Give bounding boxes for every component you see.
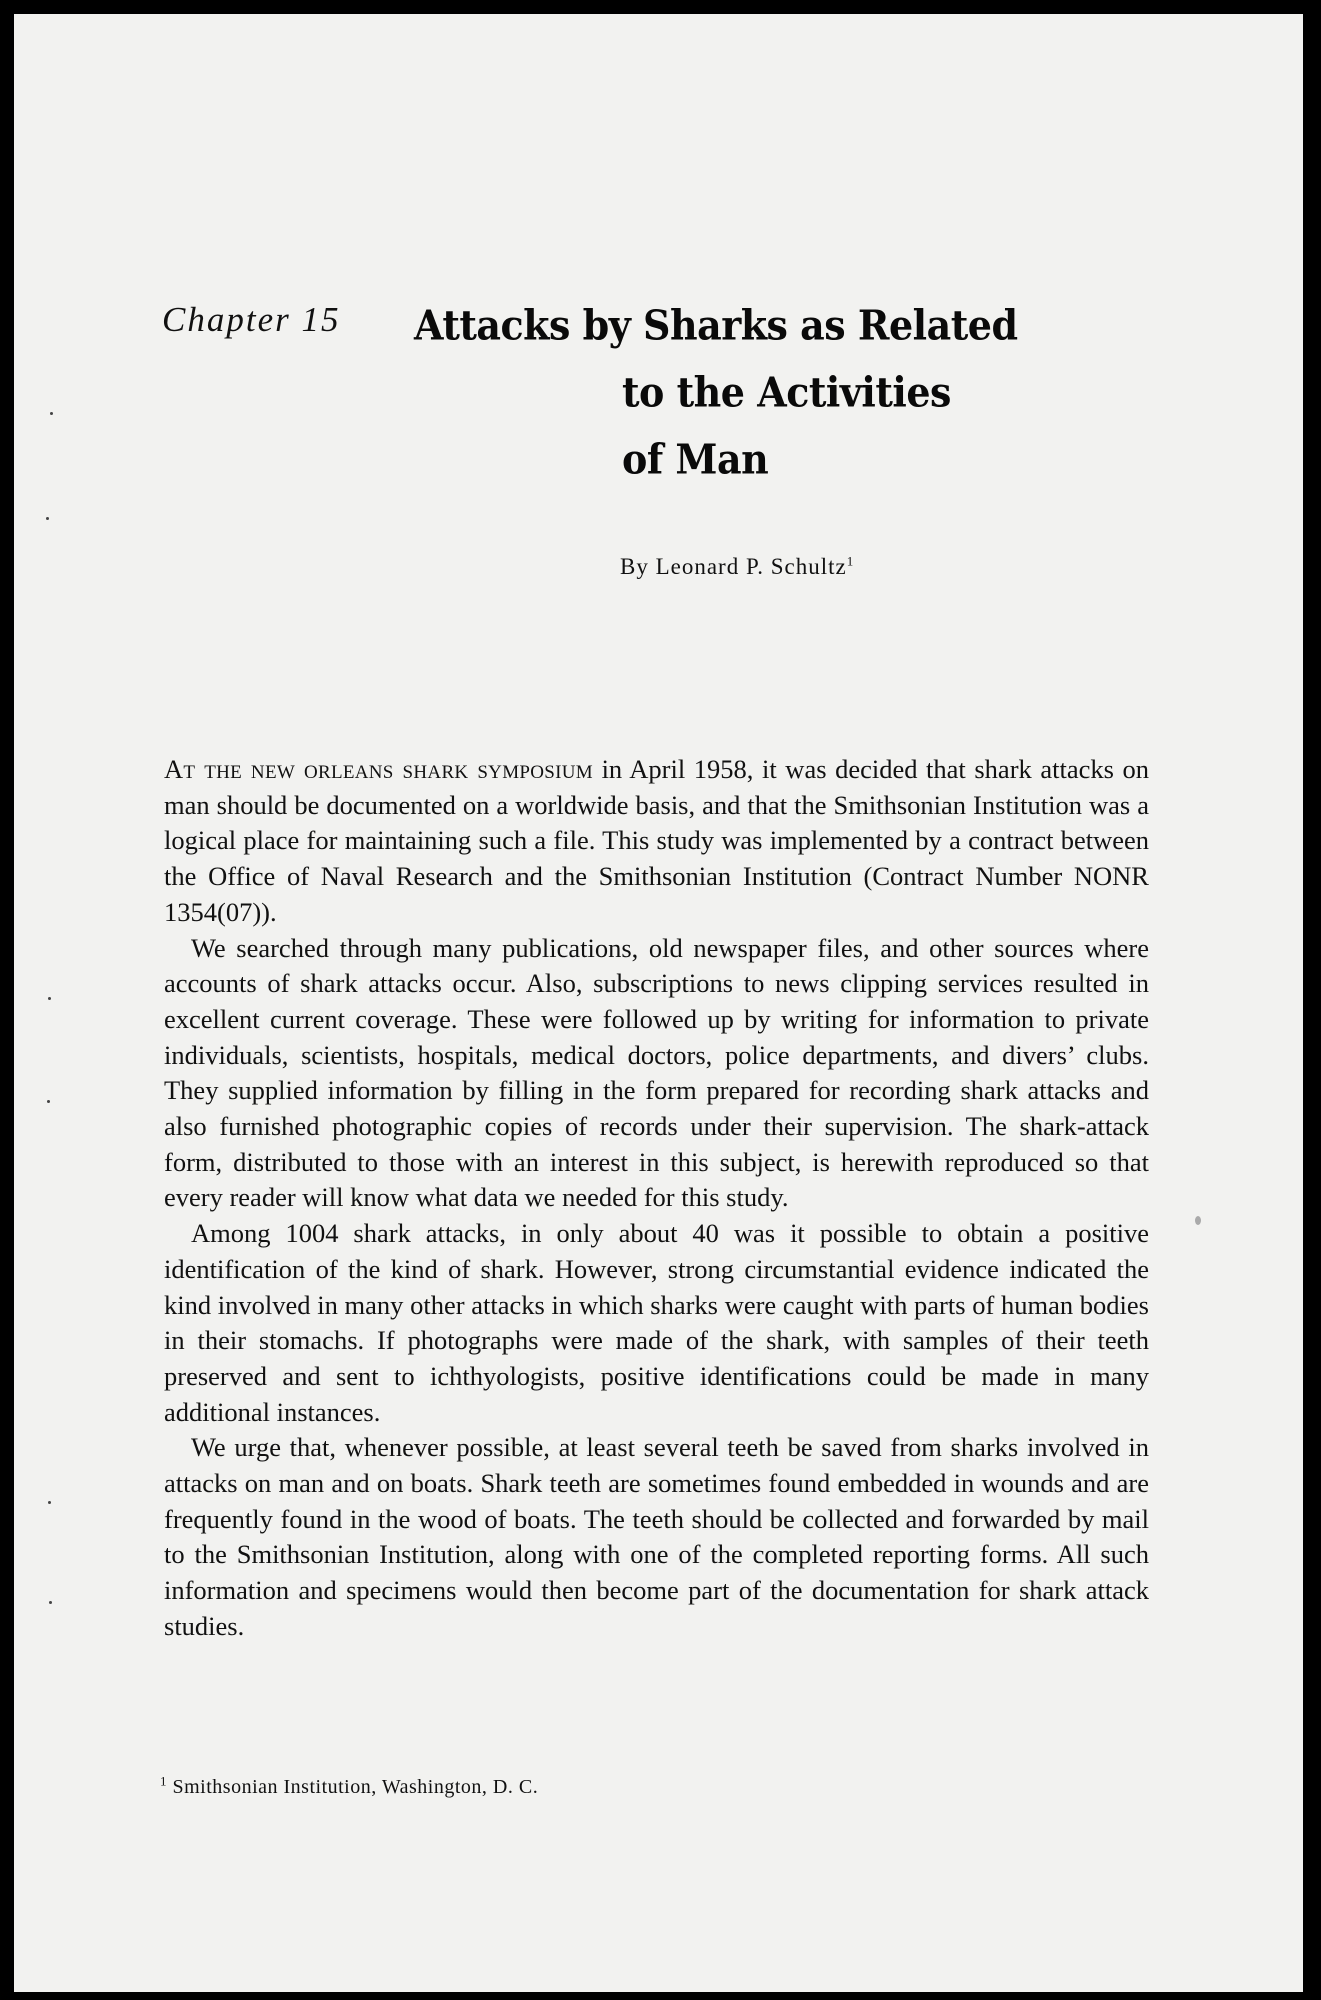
scan-speck — [47, 1100, 50, 1103]
paragraph-4: We urge that, whenever possible, at least several teeth be saved from sharks involved in attacks on man and on boats. Shark teeth are sometimes found embedded in wounds and are frequently found in the wood of boats. The teeth should be collected and forwarded by mail to the Smithsonian Institution, along with one of the completed reporting forms. All such information and specimens would then become part of the documentation for shark attack studies. — [164, 1432, 1149, 1641]
scan-speck — [48, 1501, 51, 1504]
scan-speck — [50, 412, 53, 415]
paragraph-1 — [164, 752, 1149, 931]
paragraph-2: We searched through many publications, old newspaper files, and other sources where accounts of shark attacks occur. Also, subscriptions to news clipping services resulted in excellent current coverage. These were followed up by writing for information to private individuals, scientists, hospitals, medical doctors, police departments, and divers’ clubs. They supplied information by filling in the form prepared for recording shark attacks and also furnished photographic copies of records under their supervision. The shark-attack form, distributed to those with an interest in this subject, is herewith reproduced so that every reader will know what data we needed for this study. — [164, 932, 1149, 1213]
paragraph-3: Among 1004 shark attacks, in only about 40 was it possible to obtain a positive identification of the kind of shark. However, strong circumstantial evidence indicated the kind involved in many other attacks in which sharks were caught with parts of human bodies in their stomachs. If photographs were made of the shark, with samples of their teeth preserved and sent to ichthyologists, positive identifications could be made in many additional instances. — [164, 1218, 1149, 1427]
chapter-title-line-2: to the Activities — [622, 367, 951, 417]
chapter-title-line-1: Attacks by Sharks as Related — [414, 300, 1018, 350]
footnote-marker: 1 — [160, 1773, 167, 1789]
chapter-label: Chapter 15 — [162, 300, 341, 339]
footnote — [160, 1773, 539, 1799]
article-body — [164, 752, 1149, 1645]
author-byline — [620, 554, 854, 580]
document-page — [14, 14, 1303, 1992]
chapter-title — [414, 292, 1018, 493]
opening-smallcaps: At the new orleans shark symposium — [164, 754, 593, 784]
scan-speck — [49, 1601, 52, 1604]
paragraph-1-text: in April 1958, it was decided that shark attacks on man should be documented on a worldwide basis, and that the Smithsonian Institution was a logical place for maintaining such a file. This study was implemented by a contract between the Office of Naval Research and the Smithsonian Institution (Contract Number NONR 1354(07)). — [164, 754, 1149, 927]
footnote-reference: 1 — [846, 553, 855, 569]
scan-speck — [48, 997, 51, 1000]
scan-speck — [46, 517, 49, 520]
author-name: By Leonard P. Schultz — [620, 554, 847, 579]
chapter-title-line-3: of Man — [622, 434, 769, 484]
footnote-text: Smithsonian Institution, Washington, D. C. — [167, 1776, 539, 1798]
scan-speck — [1195, 1216, 1201, 1225]
